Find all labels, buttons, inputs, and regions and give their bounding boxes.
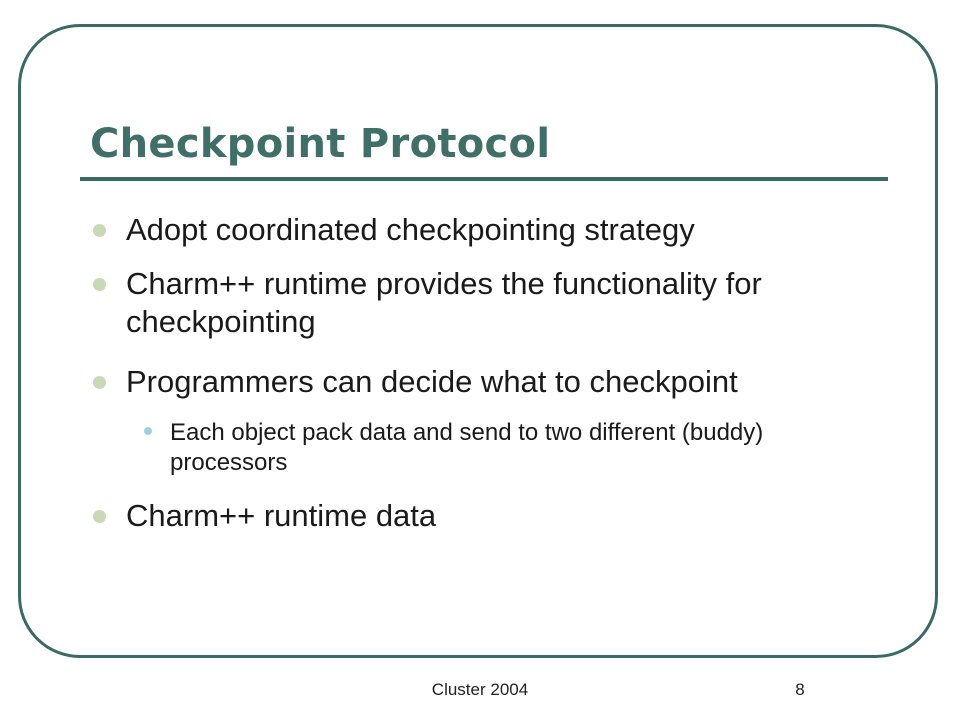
bullet-dot-icon (93, 376, 106, 389)
slide-number: 8 (795, 680, 805, 699)
bullet-dot-icon (93, 510, 106, 523)
bullet-item-2 (126, 265, 886, 341)
bullet-text: Charm++ runtime provides the functionality for checkpointing (126, 266, 762, 339)
bullet-item-3 (126, 363, 886, 401)
footer-label: Cluster 2004 (431, 680, 529, 699)
bullet-text: Adopt coordinated checkpointing strategy (126, 212, 695, 247)
sub-bullet-text: Each object pack data and send to two different (buddy) processors (170, 419, 764, 476)
slide-title: Checkpoint Protocol (90, 121, 551, 167)
bullet-text: Programmers can decide what to checkpoint (126, 364, 738, 399)
sub-bullet-item-1 (170, 418, 870, 478)
bullet-text: Charm++ runtime data (126, 498, 437, 533)
bullet-dot-icon (93, 278, 106, 291)
bullet-item-1 (126, 211, 886, 249)
bullet-item-4 (126, 497, 886, 535)
bullet-dot-icon (93, 224, 106, 237)
sub-bullet-dot-icon (144, 427, 152, 435)
